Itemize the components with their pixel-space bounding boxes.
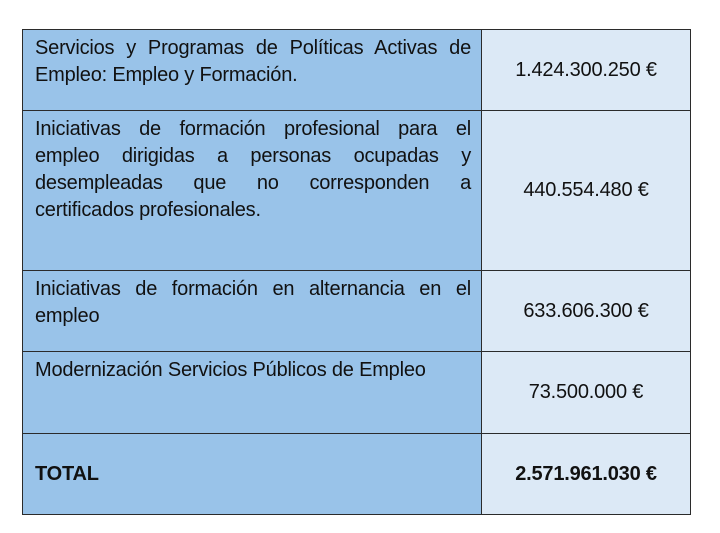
concept-cell [23,271,482,352]
table-row [23,352,691,434]
amount-cell [482,111,691,271]
total-row [23,434,691,515]
amount-cell [482,30,691,111]
budget-table [22,29,691,515]
table-row [23,271,691,352]
amount-text: 440.554.480 € [523,179,649,201]
amount-text: 633.606.300 € [523,299,649,322]
concept-cell [23,352,482,434]
concept-text: Servicios y Programas de Políticas Activas de Empleo: Empleo y Formación. [35,37,471,86]
concept-text: Iniciativas de formación en alternancia en el empleo [35,278,471,327]
amount-text: 1.424.300.250 € [515,58,657,81]
amount-cell [482,352,691,434]
concept-cell [23,30,482,111]
total-amount-cell [482,434,691,515]
total-label: TOTAL [35,462,99,485]
table-row [23,30,691,111]
concept-cell [23,111,482,271]
total-amount: 2.571.961.030 € [515,462,657,485]
amount-cell [482,271,691,352]
amount-text: 73.500.000 € [528,381,644,403]
total-label-cell [23,434,482,515]
table-row [23,111,691,271]
concept-text: Iniciativas de formación profesional para el empleo dirigidas a personas ocupadas y desempleadas que no corresponden a certificados profesionales. [35,118,471,221]
concept-text: Modernización Servicios Públicos de Empleo [35,359,426,381]
